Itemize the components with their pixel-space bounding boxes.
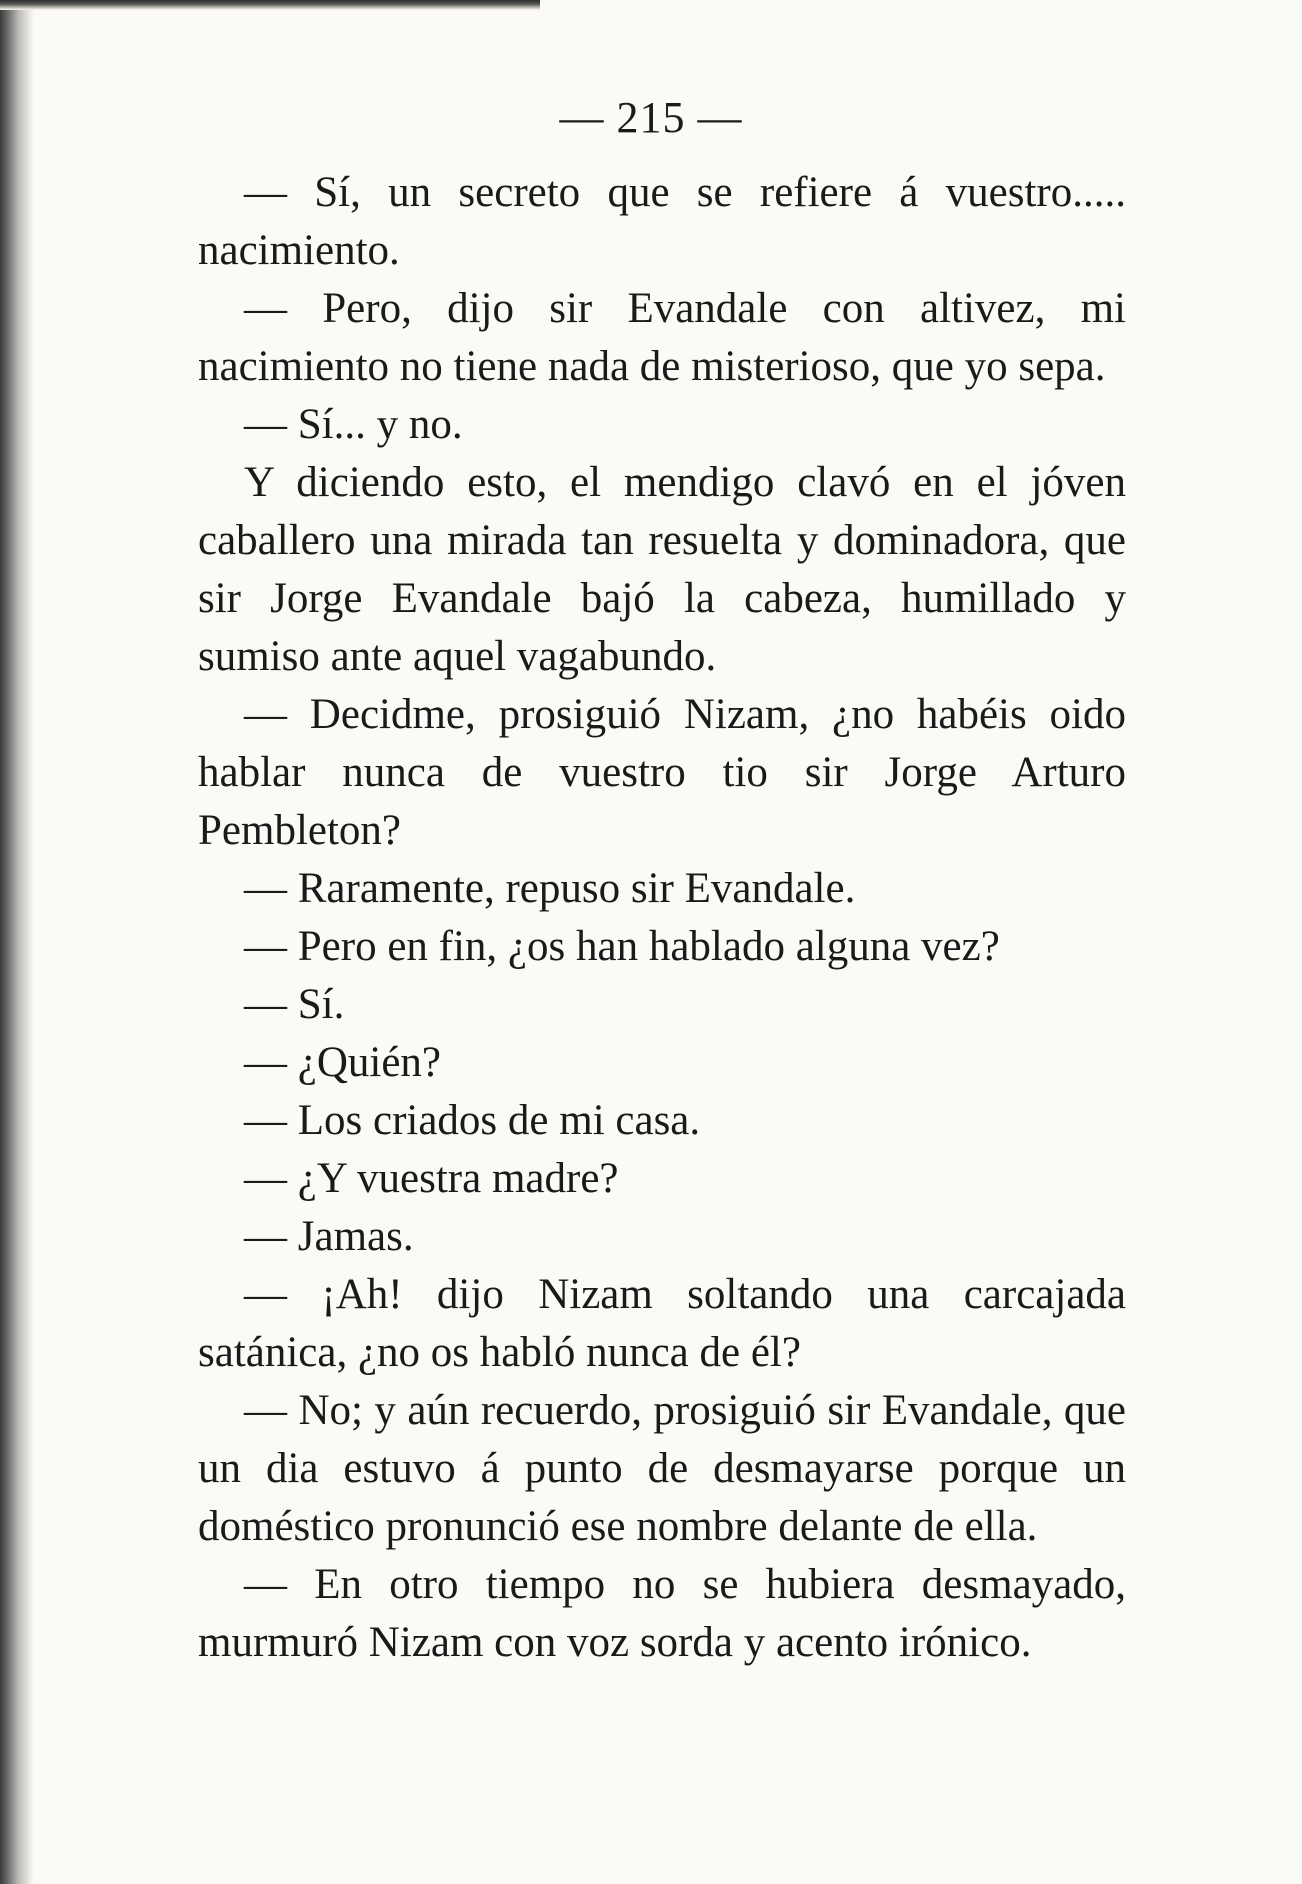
paragraph: — No; y aún recuerdo, prosiguió sir Evandale, que un dia estuvo á punto de desmayarse porque un doméstico pronunció ese nombre delante de ella.: [198, 1387, 1126, 1550]
paragraph: — Pero en fin, ¿os han hablado alguna vez?: [244, 923, 1000, 970]
paragraph: — Sí, un secreto que se refiere á vuestro..... nacimiento.: [198, 169, 1126, 274]
paragraph: — Sí... y no.: [244, 401, 463, 448]
paragraph: — ¿Quién?: [244, 1039, 442, 1086]
page-binding-edge: [0, 0, 34, 1884]
paragraph: — Sí.: [244, 981, 345, 1028]
paragraph: — ¡Ah! dijo Nizam soltando una carcajada satánica, ¿no os habló nunca de él?: [198, 1271, 1126, 1376]
body-text: [198, 164, 1126, 1672]
paragraph: — Jamas.: [244, 1213, 414, 1260]
paragraph: — ¿Y vuestra madre?: [244, 1155, 619, 1202]
paragraph: — En otro tiempo no se hubiera desmayado, murmuró Nizam con voz sorda y acento irónico.: [198, 1561, 1126, 1666]
top-edge-shadow: [0, 0, 540, 10]
page-number: — 215 —: [559, 93, 743, 142]
paragraph: — Los criados de mi casa.: [244, 1097, 701, 1144]
paragraph: — Raramente, repuso sir Evandale.: [244, 865, 856, 912]
paragraph: — Pero, dijo sir Evandale con altivez, mi nacimiento no tiene nada de misterioso, que yo sepa.: [198, 285, 1126, 390]
paragraph: — Decidme, prosiguió Nizam, ¿no habéis oido hablar nunca de vuestro tio sir Jorge Arturo Pembleton?: [198, 691, 1126, 854]
paragraph: Y diciendo esto, el mendigo clavó en el jóven caballero una mirada tan resuelta y dominadora, que sir Jorge Evandale bajó la cabeza, humillado y sumiso ante aquel vagabundo.: [198, 459, 1126, 680]
